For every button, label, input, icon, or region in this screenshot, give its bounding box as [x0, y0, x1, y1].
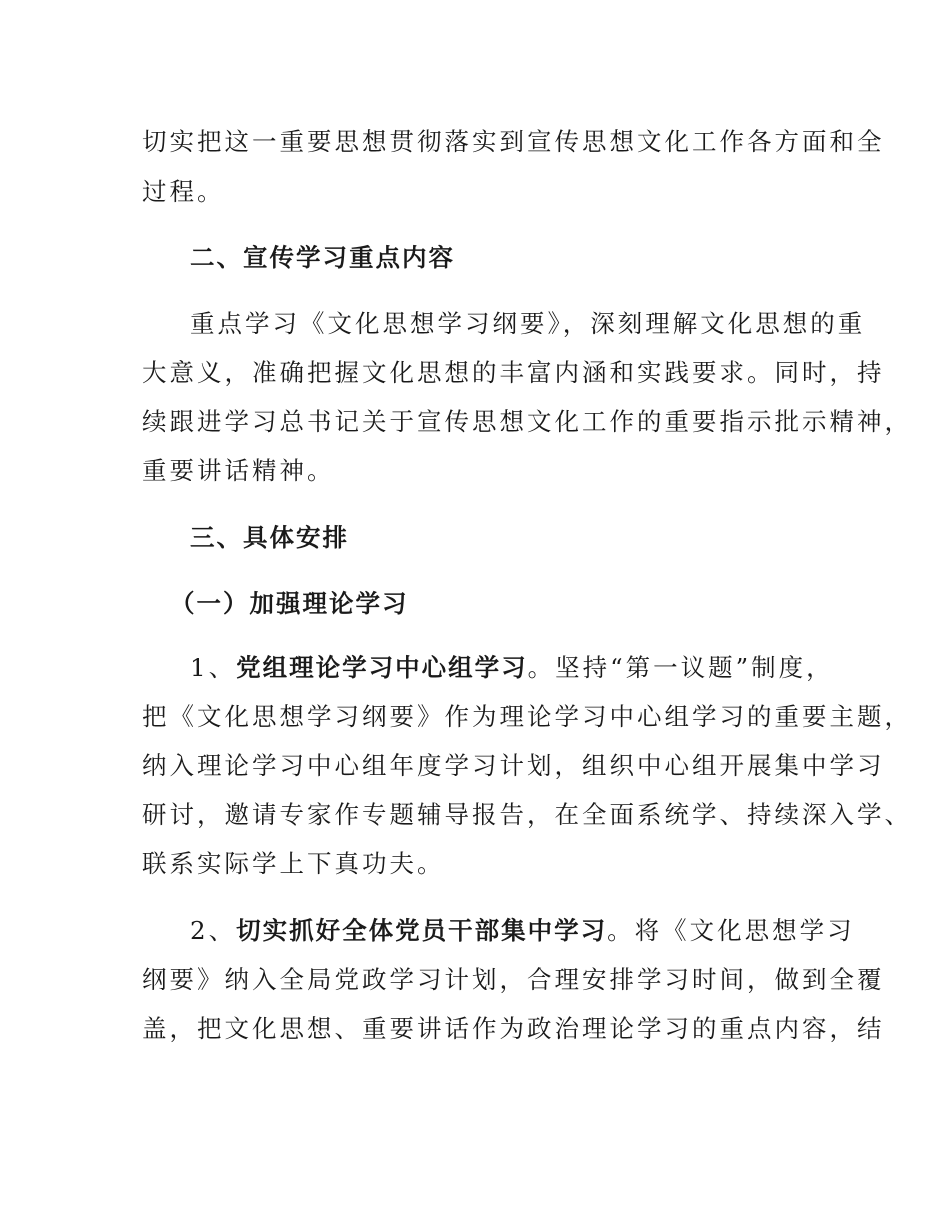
- paragraph-line: 联系实际学上下真功夫。: [142, 849, 445, 878]
- paragraph-line: 重点学习《文化思想学习纲要》，深刻理解文化思想的重: [190, 309, 866, 338]
- paragraph-line: 纲要》纳入全局党政学习计划，合理安排学习时间，做到全覆: [142, 965, 885, 994]
- item-text: 。将《文化思想学习: [607, 916, 855, 945]
- item-number: 1、: [190, 653, 237, 682]
- paragraph-line: 把《文化思想学习纲要》作为理论学习中心组学习的重要主题，: [142, 702, 912, 731]
- paragraph-line: 过程。: [142, 177, 225, 206]
- subsection-heading: （一）加强理论学习: [170, 589, 409, 618]
- section-heading: 二、宣传学习重点内容: [190, 243, 455, 272]
- paragraph-line: 纳入理论学习中心组年度学习计划，组织中心组开展集中学习: [142, 751, 885, 780]
- section-heading: 三、具体安排: [190, 523, 349, 552]
- item-title: 党组理论学习中心组学习: [236, 653, 528, 682]
- paragraph-line: 重要讲话精神。: [142, 456, 335, 485]
- item-first-line: [190, 653, 834, 683]
- item-first-line: [190, 916, 855, 946]
- paragraph-line: 大意义，准确把握文化思想的丰富内涵和实践要求。同时，持: [142, 358, 885, 387]
- paragraph-line: 盖，把文化思想、重要讲话作为政治理论学习的重点内容，结: [142, 1014, 885, 1043]
- item-text: 。坚持“第一议题”制度，: [527, 653, 834, 682]
- paragraph-line: 研讨，邀请专家作专题辅导报告，在全面系统学、持续深入学、: [142, 800, 912, 829]
- paragraph-line: 续跟进学习总书记关于宣传思想文化工作的重要指示批示精神，: [142, 407, 912, 436]
- paragraph-line: 切实把这一重要思想贯彻落实到宣传思想文化工作各方面和全: [142, 127, 885, 156]
- item-number: 2、: [190, 916, 237, 945]
- item-title: 切实抓好全体党员干部集中学习: [236, 916, 608, 945]
